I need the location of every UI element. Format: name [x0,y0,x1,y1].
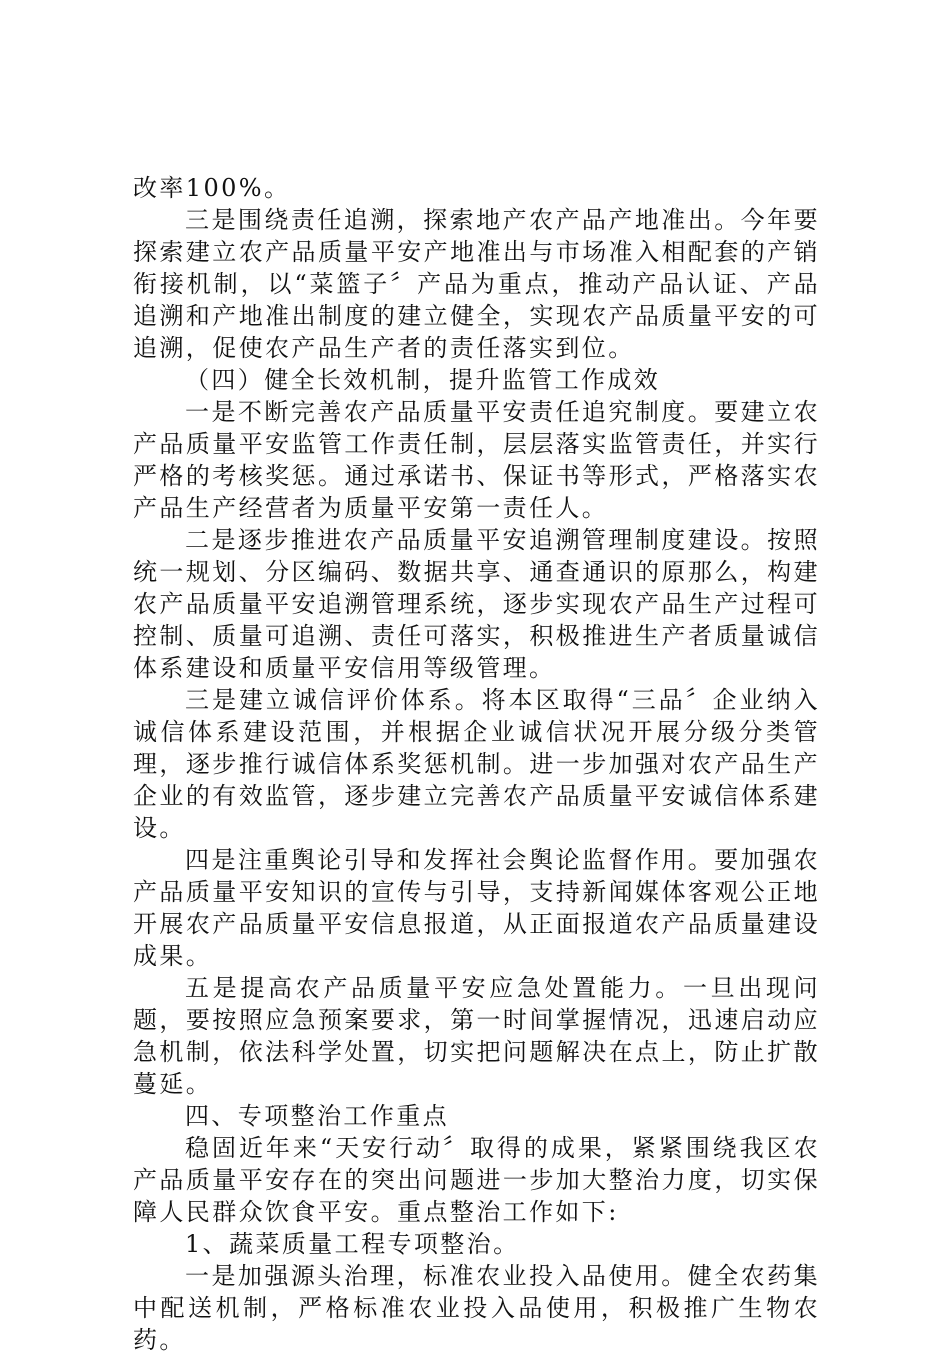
paragraph-source-governance: 一是加强源头治理，标准农业投入品使用。健全农药集中配送机制，严格标准农业投入品使用，积极推广生物农药。 [133,1262,820,1354]
paragraph-public-opinion: 四是注重舆论引导和发挥社会舆论监督作用。要加强农产品质量平安知识的宣传与引导，支持新闻媒体客观公正地开展农产品质量平安信息报道，从正面报道农产品质量建设成果。 [133,846,820,970]
paragraph-emergency-response: 五是提高农产品质量平安应急处置能力。一旦出现问题，要按照应急预案要求，第一时间掌握情况，迅速启动应急机制，依法科学处置，切实把问题解决在点上，防止扩散蔓延。 [133,974,820,1098]
paragraph-origin-access: 三是围绕责任追溯，探索地产农产品产地准出。今年要探索建立农产品质量平安产地准出与市场准入相配套的产销衔接机制，以“菜篮子〞产品为重点，推动产品认证、产品追溯和产地准出制度的建立健全，实现农产品质量平安的可追溯，促使农产品生产者的责任落实到位。 [133,206,820,362]
subheading-vegetable-quality: 1、蔬菜质量工程专项整治。 [185,1230,520,1258]
paragraph-rectification-rate: 改率100%。 [133,174,291,202]
document-body [133,172,820,1356]
section-heading-special-rectification: 四、专项整治工作重点 [185,1102,449,1130]
section-heading-long-term-mechanism: （四）健全长效机制，提升监管工作成效 [185,366,661,394]
paragraph-credit-evaluation: 三是建立诚信评价体系。将本区取得“三品〞企业纳入诚信体系建设范围，并根据企业诚信状况开展分级分类管理，逐步推行诚信体系奖惩机制。进一步加强对农产品生产企业的有效监管，逐步建立完善农产品质量平安诚信体系建设。 [133,686,820,842]
paragraph-accountability: 一是不断完善农产品质量平安责任追究制度。要建立农产品质量平安监管工作责任制，层层落实监管责任，并实行严格的考核奖惩。通过承诺书、保证书等形式，严格落实农产品生产经营者为质量平安第一责任人。 [133,398,820,522]
paragraph-consolidate-results: 稳固近年来“天安行动〞取得的成果，紧紧围绕我区农产品质量平安存在的突出问题进一步加大整治力度，切实保障人民群众饮食平安。重点整治工作如下: [133,1134,820,1226]
paragraph-traceability: 二是逐步推进农产品质量平安追溯管理制度建设。按照统一规划、分区编码、数据共享、通查通识的原那么，构建农产品质量平安追溯管理系统，逐步实现农产品生产过程可控制、质量可追溯、责任可落实，积极推进生产者质量诚信体系建设和质量平安信用等级管理。 [133,526,820,682]
